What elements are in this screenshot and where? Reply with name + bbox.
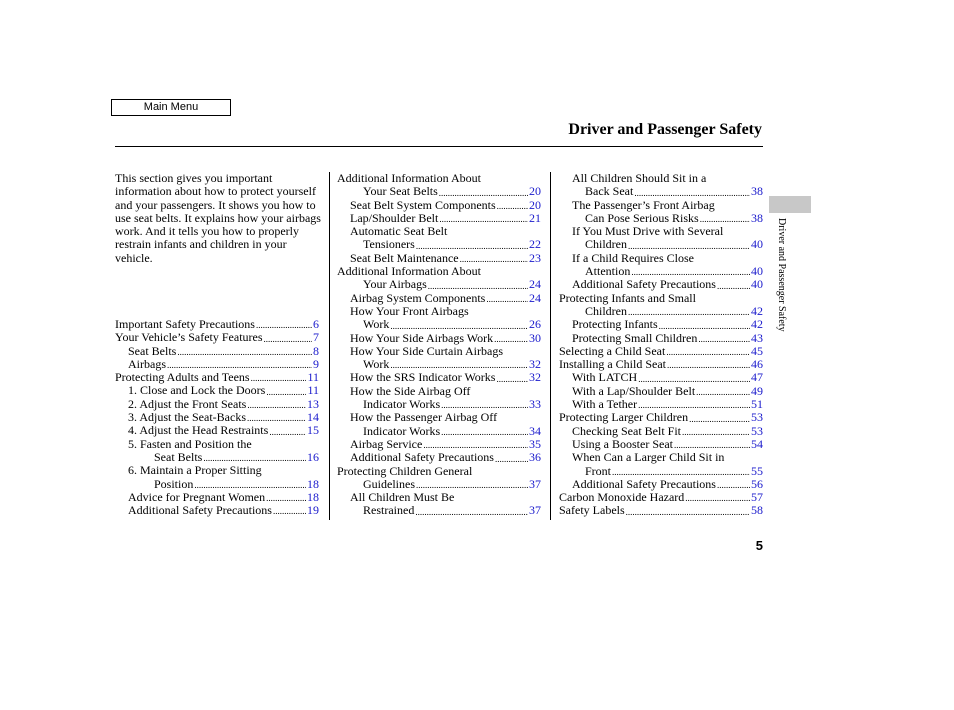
toc-entry[interactable] <box>115 358 319 371</box>
toc-page-link[interactable]: 51 <box>751 397 763 412</box>
toc-entry[interactable] <box>559 465 763 478</box>
toc-page-link[interactable]: 49 <box>751 383 763 398</box>
toc-page-link[interactable]: 55 <box>751 463 763 478</box>
toc-entry-title: Automatic Seat Belt <box>350 224 448 239</box>
toc-leader-dots <box>717 480 750 491</box>
toc-leader-dots <box>497 201 528 212</box>
toc-entry-title: Seat Belt Maintenance <box>350 250 459 265</box>
page-title: Driver and Passenger Safety <box>568 121 762 138</box>
toc-entry-title: Safety Labels <box>559 503 625 518</box>
section-side-label: Driver and Passenger Safety <box>776 218 787 332</box>
toc-entry-title: Additional Safety Precautions <box>128 503 272 518</box>
toc-entry-title: Seat Belts <box>154 449 203 464</box>
toc-leader-dots <box>439 188 528 199</box>
toc-entry[interactable] <box>337 358 541 371</box>
toc-leader-dots <box>390 321 528 332</box>
toc-entry-title: Additional Information About <box>337 264 481 279</box>
toc-entry <box>559 225 763 238</box>
toc-page-link[interactable]: 14 <box>307 410 319 425</box>
toc-column-1 <box>115 318 319 517</box>
toc-entry[interactable] <box>559 438 763 451</box>
toc-entry-title: Airbag System Components <box>350 290 486 305</box>
toc-entry-title: Airbags <box>128 356 166 371</box>
toc-entry-title: All Children Must Be <box>350 490 455 505</box>
toc-entry-title: Using a Booster Seat <box>572 436 673 451</box>
toc-entry <box>337 172 541 185</box>
toc-entry[interactable] <box>559 425 763 438</box>
toc-entry-title: Seat Belts <box>128 343 177 358</box>
toc-page-link[interactable]: 47 <box>751 370 763 385</box>
toc-page-link[interactable]: 42 <box>751 303 763 318</box>
toc-page-link[interactable]: 40 <box>751 264 763 279</box>
toc-leader-dots <box>495 454 528 465</box>
column-divider-2 <box>550 172 551 520</box>
toc-entry[interactable] <box>115 491 319 504</box>
toc-entry <box>115 464 319 477</box>
toc-leader-dots <box>439 214 528 225</box>
toc-page-link[interactable]: 18 <box>307 489 319 504</box>
toc-entry <box>115 438 319 451</box>
toc-entry[interactable] <box>115 504 319 517</box>
toc-page-link[interactable]: 20 <box>529 184 541 199</box>
toc-entry[interactable] <box>559 358 763 371</box>
toc-page-link[interactable]: 37 <box>529 476 541 491</box>
toc-entry[interactable] <box>115 411 319 424</box>
toc-entry-title: With LATCH <box>572 370 638 385</box>
toc-page-link[interactable]: 26 <box>529 317 541 332</box>
toc-entry-title: Your Vehicle’s Safety Features <box>115 330 263 345</box>
toc-page-link[interactable]: 21 <box>529 210 541 225</box>
toc-entry[interactable] <box>559 185 763 198</box>
toc-entry[interactable] <box>337 371 541 384</box>
toc-column-2 <box>337 172 541 518</box>
toc-entry[interactable] <box>559 212 763 225</box>
toc-entry[interactable] <box>559 385 763 398</box>
toc-entry[interactable] <box>337 292 541 305</box>
toc-entry <box>337 345 541 358</box>
toc-page-link[interactable]: 58 <box>751 503 763 518</box>
toc-entry[interactable] <box>115 424 319 437</box>
toc-entry[interactable] <box>559 332 763 345</box>
toc-entry-title: 4. Adjust the Head Restraints <box>128 423 269 438</box>
toc-entry[interactable] <box>115 384 319 397</box>
toc-entry[interactable] <box>559 371 763 384</box>
toc-leader-dots <box>685 493 750 504</box>
toc-page-link[interactable]: 45 <box>751 343 763 358</box>
toc-entry-title: Selecting a Child Seat <box>559 343 666 358</box>
toc-entry-title: Protecting Adults and Teens <box>115 370 250 385</box>
toc-entry <box>559 252 763 265</box>
toc-entry[interactable] <box>559 305 763 318</box>
toc-entry <box>337 491 541 504</box>
toc-page-link[interactable]: 46 <box>751 357 763 372</box>
toc-entry[interactable] <box>559 411 763 424</box>
toc-entry[interactable] <box>115 345 319 358</box>
toc-leader-dots <box>441 427 528 438</box>
toc-entry-title: Back Seat <box>585 184 634 199</box>
toc-entry[interactable] <box>337 451 541 464</box>
toc-page-link[interactable]: 8 <box>313 343 319 358</box>
toc-column-3 <box>559 172 763 518</box>
toc-entry <box>337 411 541 424</box>
toc-entry[interactable] <box>337 199 541 212</box>
toc-leader-dots <box>266 493 306 504</box>
toc-entry-title: How Your Side Airbags Work <box>350 330 494 345</box>
toc-entry <box>337 305 541 318</box>
toc-entry[interactable] <box>115 478 319 491</box>
toc-entry[interactable] <box>115 371 319 384</box>
toc-entry[interactable] <box>115 398 319 411</box>
toc-entry-title: 6. Maintain a Proper Sitting <box>128 463 262 478</box>
toc-entry-title: 3. Adjust the Seat-Backs <box>128 410 246 425</box>
toc-page-link[interactable]: 38 <box>751 184 763 199</box>
toc-entry-title: Airbag Service <box>350 436 423 451</box>
toc-entry-title: Advice for Pregnant Women <box>128 489 266 504</box>
section-tab-marker <box>769 196 811 213</box>
toc-entry <box>559 292 763 305</box>
toc-entry-title: If a Child Requires Close <box>572 250 694 265</box>
toc-page-link[interactable]: 37 <box>529 503 541 518</box>
toc-page-link[interactable]: 22 <box>529 237 541 252</box>
toc-page-link[interactable]: 53 <box>751 423 763 438</box>
toc-entry-title: Indicator Works <box>363 397 441 412</box>
toc-page-link[interactable]: 32 <box>529 370 541 385</box>
toc-entry-title: Protecting Infants and Small <box>559 290 696 305</box>
toc-entry-title: Tensioners <box>363 237 415 252</box>
toc-leader-dots <box>177 347 312 358</box>
title-divider <box>115 146 763 147</box>
toc-entry[interactable] <box>337 398 541 411</box>
toc-page-link[interactable]: 11 <box>307 370 319 385</box>
toc-leader-dots <box>266 387 306 398</box>
toc-entry-title: Lap/Shoulder Belt <box>350 210 439 225</box>
toc-entry[interactable] <box>337 332 541 345</box>
toc-leader-dots <box>689 414 750 425</box>
toc-leader-dots <box>256 320 312 331</box>
toc-entry-title: All Children Should Sit in a <box>572 171 707 185</box>
toc-leader-dots <box>659 321 750 332</box>
toc-entry[interactable] <box>337 238 541 251</box>
toc-page-link[interactable]: 15 <box>307 423 319 438</box>
toc-page-link[interactable]: 30 <box>529 330 541 345</box>
toc-leader-dots <box>626 507 750 518</box>
toc-page-link[interactable]: 57 <box>751 490 763 505</box>
toc-entry-title: Attention <box>585 264 631 279</box>
toc-entry[interactable] <box>337 504 541 517</box>
toc-entry-title: Can Pose Serious Risks <box>585 210 699 225</box>
toc-entry-title: Position <box>154 476 194 491</box>
toc-entry-title: Protecting Children General <box>337 463 473 478</box>
toc-entry-title: Children <box>585 303 627 318</box>
page-number: 5 <box>755 538 763 553</box>
toc-page-link[interactable]: 13 <box>307 396 319 411</box>
toc-entry[interactable] <box>559 478 763 491</box>
column-divider-1 <box>329 172 330 520</box>
toc-leader-dots <box>247 400 306 411</box>
toc-entry[interactable] <box>337 278 541 291</box>
toc-entry[interactable] <box>559 318 763 331</box>
toc-entry-title: Your Seat Belts <box>363 184 438 199</box>
toc-leader-dots <box>269 427 306 438</box>
toc-entry-title: Your Airbags <box>363 277 427 292</box>
toc-entry-title: Indicator Works <box>363 423 441 438</box>
toc-entry-title: How the Side Airbag Off <box>350 383 471 398</box>
toc-entry-title: How the Passenger Airbag Off <box>350 410 498 425</box>
toc-entry-title: Protecting Small Children <box>572 330 698 345</box>
toc-page-link[interactable]: 42 <box>751 317 763 332</box>
toc-leader-dots <box>682 427 750 438</box>
toc-entry[interactable] <box>559 345 763 358</box>
toc-page-link[interactable]: 33 <box>529 397 541 412</box>
toc-page-link[interactable]: 32 <box>529 357 541 372</box>
toc-entry-title: When Can a Larger Child Sit in <box>572 450 725 465</box>
toc-page-link[interactable]: 19 <box>307 503 319 518</box>
toc-page-link[interactable]: 35 <box>529 436 541 451</box>
toc-entry-title: How Your Front Airbags <box>350 303 469 318</box>
toc-entry[interactable] <box>337 438 541 451</box>
toc-entry-title: Work <box>363 357 390 372</box>
toc-entry-title: 1. Close and Lock the Doors <box>128 383 266 398</box>
toc-page-link[interactable]: 18 <box>307 476 319 491</box>
toc-page-link[interactable]: 43 <box>751 330 763 345</box>
toc-entry[interactable] <box>337 478 541 491</box>
toc-entry <box>559 172 763 185</box>
toc-page-link[interactable]: 56 <box>751 476 763 491</box>
toc-leader-dots <box>273 506 306 517</box>
toc-entry-title: If You Must Drive with Several <box>572 224 724 239</box>
toc-entry-title: Additional Safety Precautions <box>572 277 716 292</box>
toc-page-link[interactable]: 40 <box>751 277 763 292</box>
toc-entry[interactable] <box>115 318 319 331</box>
toc-entry-title: 5. Fasten and Position the <box>128 436 252 451</box>
toc-page-link[interactable]: 38 <box>751 210 763 225</box>
toc-page-link[interactable]: 24 <box>529 277 541 292</box>
toc-entry <box>559 451 763 464</box>
toc-entry-title: Seat Belt System Components <box>350 197 496 212</box>
toc-entry <box>559 199 763 212</box>
toc-leader-dots <box>415 507 528 518</box>
toc-entry-title: Protecting Larger Children <box>559 410 689 425</box>
toc-entry <box>337 265 541 278</box>
toc-entry-title: Carbon Monoxide Hazard <box>559 490 685 505</box>
toc-entry-title: Additional Safety Precautions <box>350 450 494 465</box>
toc-entry-title: Additional Information About <box>337 171 481 185</box>
toc-leader-dots <box>698 334 750 345</box>
toc-entry[interactable] <box>337 212 541 225</box>
toc-entry <box>337 385 541 398</box>
toc-entry-title: How the SRS Indicator Works <box>350 370 496 385</box>
toc-entry <box>337 465 541 478</box>
toc-page-link[interactable]: 6 <box>313 317 319 331</box>
toc-leader-dots <box>264 334 312 345</box>
toc-entry[interactable] <box>337 252 541 265</box>
toc-page-link[interactable]: 23 <box>529 250 541 265</box>
toc-entry-title: 2. Adjust the Front Seats <box>128 396 247 411</box>
toc-entry-title: With a Lap/Shoulder Belt <box>572 383 696 398</box>
toc-leader-dots <box>696 387 750 398</box>
toc-page-link[interactable]: 24 <box>529 290 541 305</box>
toc-entry-title: How Your Side Curtain Airbags <box>350 343 504 358</box>
toc-entry[interactable] <box>559 398 763 411</box>
toc-entry-title: Work <box>363 317 390 332</box>
toc-page-link[interactable]: 54 <box>751 436 763 451</box>
toc-entry-title: Checking Seat Belt Fit <box>572 423 681 438</box>
toc-entry[interactable] <box>115 451 319 464</box>
toc-entry-title: With a Tether <box>572 397 638 412</box>
toc-page-link[interactable]: 34 <box>529 423 541 438</box>
toc-entry[interactable] <box>559 278 763 291</box>
toc-leader-dots <box>667 360 750 371</box>
toc-entry-title: Additional Safety Precautions <box>572 476 716 491</box>
toc-page-link[interactable]: 40 <box>751 237 763 252</box>
toc-entry[interactable] <box>337 185 541 198</box>
toc-entry-title: The Passenger’s Front Airbag <box>572 197 715 212</box>
toc-page-link[interactable]: 36 <box>529 450 541 465</box>
toc-entry[interactable] <box>559 491 763 504</box>
main-menu-button[interactable]: Main Menu <box>111 99 231 116</box>
toc-entry[interactable] <box>337 425 541 438</box>
toc-page-link[interactable]: 20 <box>529 197 541 212</box>
toc-entry[interactable] <box>559 265 763 278</box>
toc-entry-title: Protecting Infants <box>572 317 658 332</box>
toc-entry[interactable] <box>337 318 541 331</box>
toc-entry[interactable] <box>115 331 319 344</box>
toc-entry[interactable] <box>559 504 763 517</box>
intro-paragraph: This section gives you important information about how to protect yourself and your passengers. It shows you how to use seat belts. It explains how your airbags work. And it tells you how to properly restrain infants and children in your vehicle. <box>115 171 321 265</box>
toc-page-link[interactable]: 9 <box>313 356 319 371</box>
toc-entry[interactable] <box>559 238 763 251</box>
toc-page-link[interactable]: 53 <box>751 410 763 425</box>
toc-page-link[interactable]: 16 <box>307 449 319 464</box>
toc-entry <box>337 225 541 238</box>
toc-leader-dots <box>717 281 750 292</box>
toc-leader-dots <box>486 294 528 305</box>
toc-page-link[interactable]: 11 <box>307 383 319 398</box>
toc-entry-title: Installing a Child Seat <box>559 357 666 372</box>
toc-leader-dots <box>666 347 750 358</box>
toc-leader-dots <box>496 374 528 385</box>
toc-entry-title: Front <box>585 463 612 478</box>
toc-entry-title: Guidelines <box>363 476 415 491</box>
toc-entry-title: Important Safety Precautions <box>115 317 255 331</box>
toc-entry-title: Children <box>585 237 627 252</box>
toc-entry-title: Restrained <box>363 503 415 518</box>
toc-page-link[interactable]: 7 <box>313 330 319 345</box>
